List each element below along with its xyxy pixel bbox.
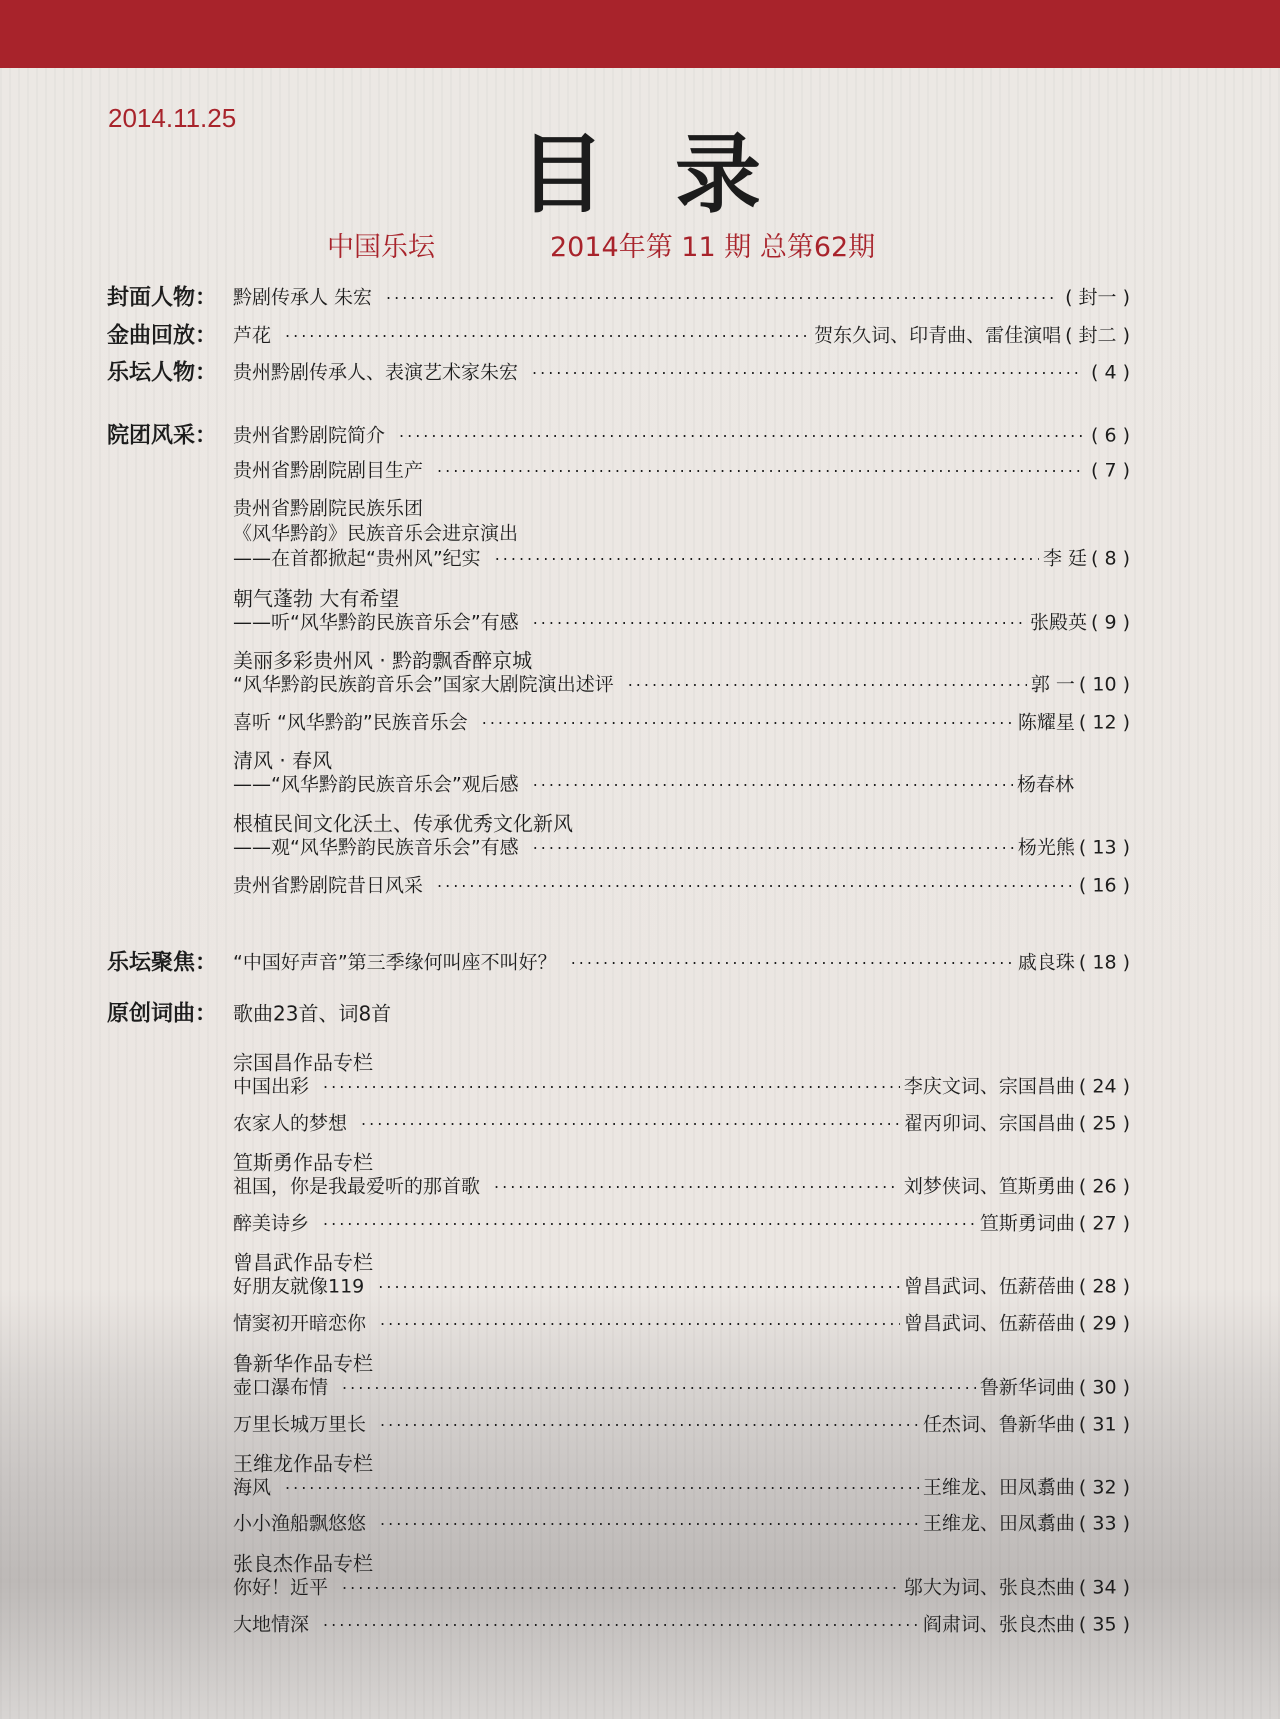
entry-page: ( 32 ) bbox=[1078, 1476, 1130, 1499]
entry-heading: 清风 · 春风 bbox=[233, 748, 333, 772]
entry-title: 喜听 “风华黔韵”民族音乐会 bbox=[233, 711, 468, 734]
entry-credit: 笪斯勇词曲 bbox=[979, 1212, 1075, 1235]
entry-heading: 张良杰作品专栏 bbox=[233, 1551, 373, 1575]
entry-heading: 笪斯勇作品专栏 bbox=[233, 1150, 373, 1174]
top-banner bbox=[0, 0, 1280, 68]
section-label: 乐坛聚焦： bbox=[107, 950, 218, 976]
entry-credit: 曾昌武词、伍薪蓓曲 bbox=[903, 1312, 1075, 1335]
entry-page: ( 33 ) bbox=[1078, 1512, 1130, 1535]
entry-page: ( 12 ) bbox=[1078, 711, 1130, 734]
entry-heading: 鲁新华作品专栏 bbox=[233, 1351, 373, 1375]
entry-title: 祖国，你是我最爱听的那首歌 bbox=[233, 1175, 481, 1198]
entry-title: “中国好声音”第三季缘何叫座不叫好？ bbox=[233, 951, 557, 974]
toc-entry[interactable] bbox=[233, 1373, 1130, 1400]
leader-dots bbox=[323, 1078, 900, 1097]
entry-title: 贵州黔剧传承人、表演艺术家朱宏 bbox=[233, 361, 519, 384]
toc-entry[interactable] bbox=[233, 1509, 1130, 1536]
entry-title: 农家人的梦想 bbox=[233, 1112, 348, 1135]
entry-page: ( 29 ) bbox=[1078, 1312, 1130, 1335]
leader-dots bbox=[323, 1616, 919, 1635]
entry-credit: 戚良珠 bbox=[1017, 951, 1075, 974]
entry-credit: 张殿英 bbox=[1029, 611, 1087, 634]
leader-dots bbox=[342, 1579, 900, 1598]
entry-credit: 杨春林 bbox=[1016, 773, 1074, 796]
entry-page: ( 35 ) bbox=[1078, 1613, 1130, 1636]
entry-page: ( 25 ) bbox=[1078, 1112, 1130, 1135]
entry-heading: 朝气蓬勃 大有希望 bbox=[233, 586, 400, 610]
section-label: 金曲回放： bbox=[107, 323, 218, 349]
entry-heading: 曾昌武作品专栏 bbox=[233, 1250, 373, 1274]
entry-title: 大地情深 bbox=[233, 1613, 310, 1636]
entry-heading: 美丽多彩贵州风 · 黔韵飘香醉京城 bbox=[233, 648, 533, 672]
entry-credit: 鲁新华词曲 bbox=[979, 1376, 1075, 1399]
toc-entry[interactable] bbox=[233, 321, 1130, 348]
magazine-name: 中国乐坛 bbox=[327, 232, 435, 263]
entry-heading: 宗国昌作品专栏 bbox=[233, 1050, 373, 1074]
entry-page: ( 8 ) bbox=[1091, 547, 1130, 570]
entry-page: ( 26 ) bbox=[1078, 1175, 1130, 1198]
toc-entry[interactable] bbox=[233, 1209, 1130, 1236]
toc-entry[interactable] bbox=[233, 1610, 1130, 1637]
entry-page: ( 16 ) bbox=[1078, 874, 1130, 897]
leader-dots bbox=[380, 1315, 900, 1334]
leader-dots bbox=[482, 714, 1014, 733]
entry-page: ( 28 ) bbox=[1078, 1275, 1130, 1298]
entry-title: 黔剧传承人 朱宏 bbox=[233, 286, 373, 309]
entry-page: ( 31 ) bbox=[1078, 1413, 1130, 1436]
entry-title: ——“风华黔韵民族音乐会”观后感 bbox=[233, 773, 519, 796]
toc-entry[interactable] bbox=[233, 1109, 1130, 1136]
entry-page: ( 13 ) bbox=[1078, 836, 1130, 859]
entry-text: 歌曲23首、词8首 bbox=[233, 1001, 392, 1026]
entry-title: 万里长城万里长 bbox=[233, 1413, 367, 1436]
section-label: 原创词曲： bbox=[107, 1001, 218, 1027]
entry-title: 情窦初开暗恋你 bbox=[233, 1312, 367, 1335]
leader-dots bbox=[533, 839, 1014, 858]
entry-page: ( 10 ) bbox=[1078, 673, 1130, 696]
entry-credit: 任杰词、鲁新华曲 bbox=[922, 1413, 1075, 1436]
leader-dots bbox=[380, 1515, 919, 1534]
entry-page: ( 9 ) bbox=[1091, 611, 1130, 634]
entry-page: ( 封二 ) bbox=[1065, 324, 1130, 347]
toc-entry[interactable] bbox=[233, 283, 1130, 310]
leader-dots bbox=[533, 614, 1026, 633]
leader-dots bbox=[399, 427, 1083, 446]
leader-dots bbox=[437, 877, 1071, 896]
entry-credit: 王维龙、田凤翥曲 bbox=[922, 1476, 1075, 1499]
entry-page: ( 27 ) bbox=[1078, 1212, 1130, 1235]
toc-entry[interactable] bbox=[233, 770, 1130, 797]
entry-page: ( 封一 ) bbox=[1065, 286, 1130, 309]
toc-entry[interactable] bbox=[233, 1072, 1130, 1099]
toc-entry[interactable] bbox=[233, 544, 1130, 571]
entry-page: ( 18 ) bbox=[1078, 951, 1130, 974]
entry-credit: 李庆文词、宗国昌曲 bbox=[903, 1075, 1075, 1098]
leader-dots bbox=[285, 327, 810, 346]
leader-dots bbox=[628, 676, 1027, 695]
entry-page: ( 24 ) bbox=[1078, 1075, 1130, 1098]
leader-dots bbox=[386, 289, 1057, 308]
toc-entry[interactable] bbox=[233, 1309, 1130, 1336]
toc-entry[interactable] bbox=[233, 871, 1130, 898]
toc-entry[interactable] bbox=[233, 421, 1130, 448]
leader-dots bbox=[437, 462, 1083, 481]
leader-dots bbox=[323, 1215, 976, 1234]
entry-title: ——听“风华黔韵民族音乐会”有感 bbox=[233, 611, 519, 634]
toc-entry[interactable] bbox=[233, 670, 1130, 697]
entry-title: 贵州省黔剧院剧目生产 bbox=[233, 459, 424, 482]
entry-heading: 贵州省黔剧院民族乐团 bbox=[233, 497, 424, 520]
entry-page: ( 6 ) bbox=[1091, 424, 1130, 447]
leader-dots bbox=[532, 364, 1083, 383]
toc-entry[interactable] bbox=[233, 1473, 1130, 1500]
entry-credit: 杨光熊 bbox=[1017, 836, 1075, 859]
toc-entry[interactable] bbox=[233, 833, 1130, 860]
entry-page: ( 4 ) bbox=[1091, 361, 1130, 384]
entry-page: ( 30 ) bbox=[1078, 1376, 1130, 1399]
leader-dots bbox=[533, 776, 1013, 795]
entry-title: “风华黔韵民族韵音乐会”国家大剧院演出述评 bbox=[233, 673, 614, 696]
toc-entry[interactable] bbox=[233, 1272, 1130, 1299]
leader-dots bbox=[495, 550, 1039, 569]
issue-number: 2014年第 11 期 总第62期 bbox=[550, 232, 876, 263]
toc-entry[interactable] bbox=[233, 1172, 1130, 1199]
toc-entry[interactable] bbox=[233, 358, 1130, 385]
entry-credit: 贺东久词、印青曲、雷佳演唱 bbox=[814, 324, 1062, 347]
issue-date: 2014.11.25 bbox=[108, 103, 237, 133]
toc-entry[interactable] bbox=[233, 708, 1130, 735]
entry-title: 中国出彩 bbox=[233, 1075, 310, 1098]
toc-entry[interactable] bbox=[233, 608, 1130, 635]
leader-dots bbox=[361, 1115, 900, 1134]
toc-entry[interactable] bbox=[233, 948, 1130, 975]
entry-credit: 郭 一 bbox=[1030, 673, 1075, 696]
entry-title: 壶口瀑布情 bbox=[233, 1376, 329, 1399]
leader-dots bbox=[285, 1479, 919, 1498]
entry-credit: 陈耀星 bbox=[1017, 711, 1075, 734]
entry-title: ——在首都掀起“贵州风”纪实 bbox=[233, 547, 481, 570]
entry-title: 好朋友就像119 bbox=[233, 1275, 365, 1298]
entry-credit: 李 廷 bbox=[1042, 547, 1087, 570]
entry-page: ( 7 ) bbox=[1091, 459, 1130, 482]
leader-dots bbox=[378, 1278, 900, 1297]
entry-title: 海风 bbox=[233, 1476, 272, 1499]
entry-title: 你好！近平 bbox=[233, 1576, 329, 1599]
section-label: 乐坛人物： bbox=[107, 360, 218, 386]
leader-dots bbox=[571, 954, 1014, 973]
section-label: 院团风采： bbox=[107, 423, 218, 449]
entry-credit: 翟丙卯词、宗国昌曲 bbox=[903, 1112, 1075, 1135]
toc-entry[interactable] bbox=[233, 1410, 1130, 1437]
entry-credit: 刘梦侠词、笪斯勇曲 bbox=[903, 1175, 1075, 1198]
entry-heading: 王维龙作品专栏 bbox=[233, 1451, 373, 1475]
leader-dots bbox=[380, 1416, 919, 1435]
toc-entry[interactable] bbox=[233, 1573, 1130, 1600]
entry-title: 芦花 bbox=[233, 324, 272, 347]
entry-title: 贵州省黔剧院昔日风采 bbox=[233, 874, 424, 897]
entry-page: ( 34 ) bbox=[1078, 1576, 1130, 1599]
entry-title: ——观“风华黔韵民族音乐会”有感 bbox=[233, 836, 519, 859]
entry-credit: 王维龙、田凤翥曲 bbox=[922, 1512, 1075, 1535]
page-title: 目录 bbox=[519, 124, 831, 225]
entry-heading: 《风华黔韵》民族音乐会进京演出 bbox=[233, 522, 519, 545]
leader-dots bbox=[494, 1178, 900, 1197]
leader-dots bbox=[342, 1379, 976, 1398]
entry-credit: 邬大为词、张良杰曲 bbox=[903, 1576, 1075, 1599]
toc-entry[interactable] bbox=[233, 456, 1130, 483]
entry-heading: 根植民间文化沃土、传承优秀文化新风 bbox=[233, 811, 573, 835]
entry-title: 贵州省黔剧院简介 bbox=[233, 424, 386, 447]
section-label: 封面人物： bbox=[107, 285, 218, 311]
entry-title: 醉美诗乡 bbox=[233, 1212, 310, 1235]
entry-credit: 阎肃词、张良杰曲 bbox=[922, 1613, 1075, 1636]
entry-title: 小小渔船飘悠悠 bbox=[233, 1512, 367, 1535]
entry-credit: 曾昌武词、伍薪蓓曲 bbox=[903, 1275, 1075, 1298]
